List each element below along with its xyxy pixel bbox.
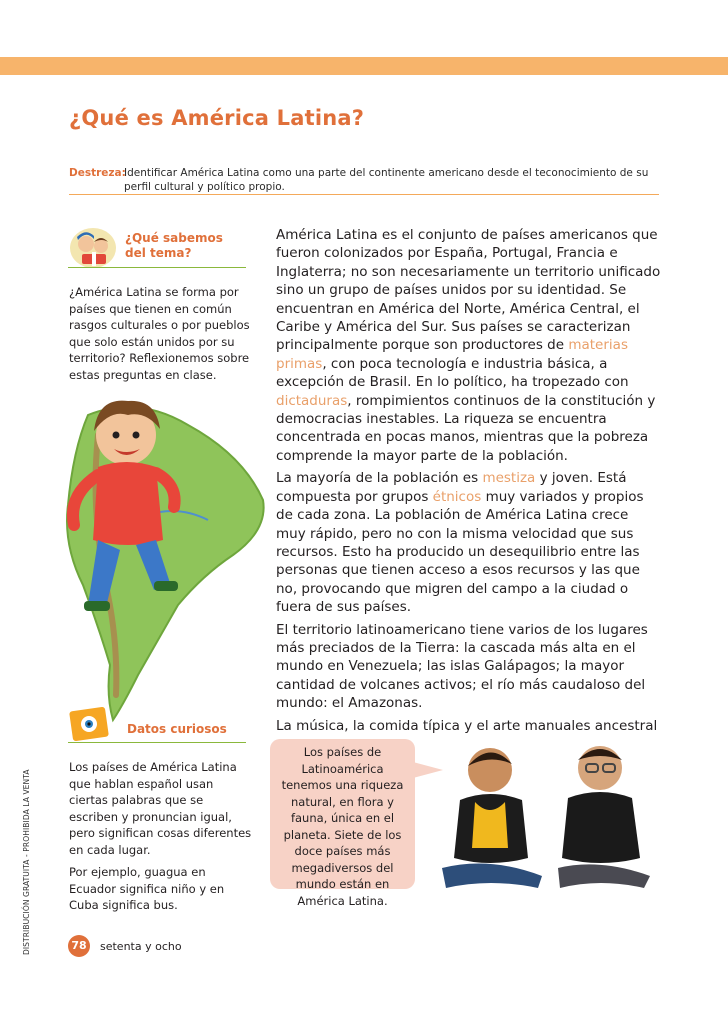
p2-text-c: muy variados y propios de cada zona. La población de América Latina crece muy rápido, pero no con la misma velocidad que sus recursos. Esto ha producido un desequilibrio entre las personas que tienen acceso a esos recursos y las que no, provocando que migren del campo a la ciudad o fuera de sus países. [276,488,644,616]
sabemos-question: ¿América Latina se forma por países que tienen en común rasgos culturales o por pueblos que solo están unidos por su territorio? Reflexionemos sobre estas preguntas en clase. [69,285,250,382]
keyword-dictaduras[interactable]: dictaduras [276,392,348,409]
main-article [276,226,661,739]
sabemos-title-line1: ¿Qué sabemos [125,231,223,245]
keyword-mestiza[interactable]: mestiza [482,470,536,487]
south-america-map-illustration [28,395,268,725]
keyword-materias-primas[interactable]: materias primas [276,337,628,372]
top-color-band [0,57,728,75]
destreza-text: Identificar América Latina como una parte del continente americano desde el teconocimiento de su perfil cultural y político propio. [124,167,649,193]
curious-data-icon [69,707,109,741]
speech-bubble: Los países de Latinoamérica tenemos una riqueza natural, en flora y fauna, única en el planeta. Siete de los doce países más megadiversos del mundo están en América Latina. [270,739,415,889]
article-paragraph-4: La música, la comida típica y el arte manuales ancestral [276,717,658,734]
page-number-badge: 78 [68,935,90,957]
p1-text-c: , rompimientos continuos de la constitución y democracias inestables. La riqueza se encuentra concentrada en pocas manos, mientras que la pobreza comprende la mayor parte de la población. [276,392,656,464]
curiosos-heading: Datos curiosos [127,722,227,736]
p1-text-b: , con poca tecnología e industria básica, a excepción de Brasil. En lo político, ha tropezado con [276,355,629,391]
page-number-words: setenta y ocho [100,940,182,953]
curiosos-body [69,759,254,920]
curiosos-paragraph-2: Por ejemplo, guagua en Ecuador significa niño y en Cuba significa bus. [69,865,225,912]
two-boys-photo [430,738,670,898]
article-paragraph-3: El territorio latinoamericano tiene varios de los lugares más preciados de la Tierra: la cascada más alta en el mundo en Venezuela; las islas Galápagos; la mayor cantidad de volcanes activos; el río más caudaloso del mundo: el Amazonas. [276,621,648,712]
distribution-notice: DISTRIBUCIÓN GRATUITA - PROHIBIDA LA VENTA [22,769,31,955]
curiosos-divider [68,742,246,743]
article-paragraph-1 [276,226,661,465]
destreza-label: Destreza: [69,167,126,179]
sabemos-divider [68,267,246,268]
curiosos-paragraph-1: Los países de América Latina que hablan español usan ciertas palabras que se escriben y pronuncian igual, pero significan cosas diferentes en cada lugar. [69,760,252,857]
p2-text-a: La mayoría de la población es [276,470,483,487]
page-title: ¿Qué es América Latina? [69,106,365,130]
article-paragraph-2 [276,469,661,616]
keyword-etnicos[interactable]: étnicos [432,488,482,505]
p2-text-b: y joven. Está compuesta por grupos [276,470,627,505]
p1-text-a: América Latina es el conjunto de países americanos que fueron colonizados por España, Portugal, Francia e Inglaterra; no son necesariamente un territorio unificado sino un grupo de países unidos por su identidad. Se encuentran en América del Norte, América Central, el Caribe y América del Sur. Sus países se caracterizan principalmente porque son productores de [276,227,661,354]
kids-reading-icon [68,224,118,270]
sabemos-title-line2: del tema? [125,246,192,260]
destreza-divider [69,194,659,195]
sabemos-heading [125,231,223,261]
